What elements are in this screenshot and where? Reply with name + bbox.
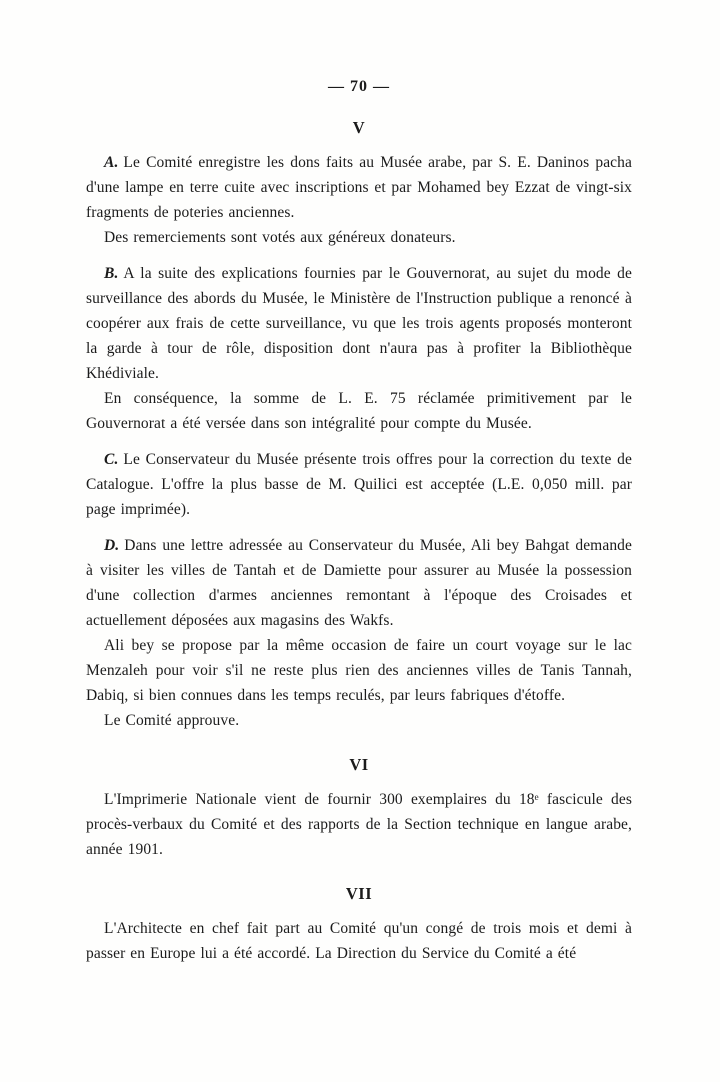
paragraph <box>86 533 632 633</box>
paragraph <box>86 261 632 386</box>
paragraph-text: L'Architecte en chef fait part au Comité qu'un congé de trois mois et demi à passer en Europe lui a été accordé. La Direction du Service du Comité a été <box>86 920 632 962</box>
section-vii <box>86 884 632 966</box>
section-heading: V <box>352 118 366 137</box>
paragraph-text: A la suite des explications fournies par le Gouvernorat, au sujet du mode de surveillance des abords du Musée, le Ministère de l'Instruction publique a renoncé à coopérer aux frais de cette surveillance, vu que les trois agents proposés monteront la garde à tour de rôle, disposition dont n'aura pas à profiter la Bibliothèque Khédiviale. <box>86 265 632 382</box>
paragraph <box>86 447 632 522</box>
section-v <box>86 118 632 733</box>
paragraph-text: Ali bey se propose par la même occasion de faire un court voyage sur le lac Menzaleh pour voir s'il ne reste plus rien des anciennes villes de Tanis Tannah, Dabiq, si bien connues dans les temps reculés, par leurs fabriques d'étoffe. <box>86 637 632 704</box>
section-heading: VI <box>349 755 369 774</box>
paragraph-text: Le Comité approuve. <box>104 712 240 729</box>
paragraph-text: En conséquence, la somme de L. E. 75 réclamée primitivement par le Gouvernorat a été versée dans son intégralité pour compte du Musée. <box>86 390 632 432</box>
paragraph-text: L'Imprimerie Nationale vient de fournir 300 exemplaires du 18ᵉ fascicule des procès-verbaux du Comité et des rapports de la Section technique en langue arabe, année 1901. <box>86 791 632 858</box>
section-vi <box>86 755 632 862</box>
paragraph-lead: D. <box>104 537 120 554</box>
page-number: — 70 — <box>328 78 390 95</box>
paragraph-text: Le Comité enregistre les dons faits au Musée arabe, par S. E. Daninos pacha d'une lampe en terre cuite avec inscriptions et par Mohamed bey Ezzat de vingt-six fragments de poteries anciennes. <box>86 154 632 221</box>
paragraph <box>86 787 632 862</box>
paragraph-lead: B. <box>104 265 119 282</box>
paragraph-lead: C. <box>104 451 119 468</box>
paragraph <box>86 633 632 708</box>
paragraph <box>86 225 632 250</box>
paragraph-text: Le Conservateur du Musée présente trois offres pour la correction du texte de Catalogue. L'offre la plus basse de M. Quilici est acceptée (L.E. 0,050 mill. par page imprimée). <box>86 451 632 518</box>
paragraph-text: Dans une lettre adressée au Conservateur du Musée, Ali bey Bahgat demande à visiter les villes de Tantah et de Damiette pour assurer au Musée la possession d'une collection d'armes anciennes remontant à l'époque des Croisades et actuellement déposées aux magasins des Wakfs. <box>86 537 632 629</box>
section-heading: VII <box>345 884 373 903</box>
paragraph-text: Des remerciements sont votés aux généreux donateurs. <box>104 229 456 246</box>
paragraph <box>86 150 632 225</box>
paragraph <box>86 386 632 436</box>
paragraph <box>86 708 632 733</box>
paragraph <box>86 916 632 966</box>
paragraph-lead: A. <box>104 154 119 171</box>
